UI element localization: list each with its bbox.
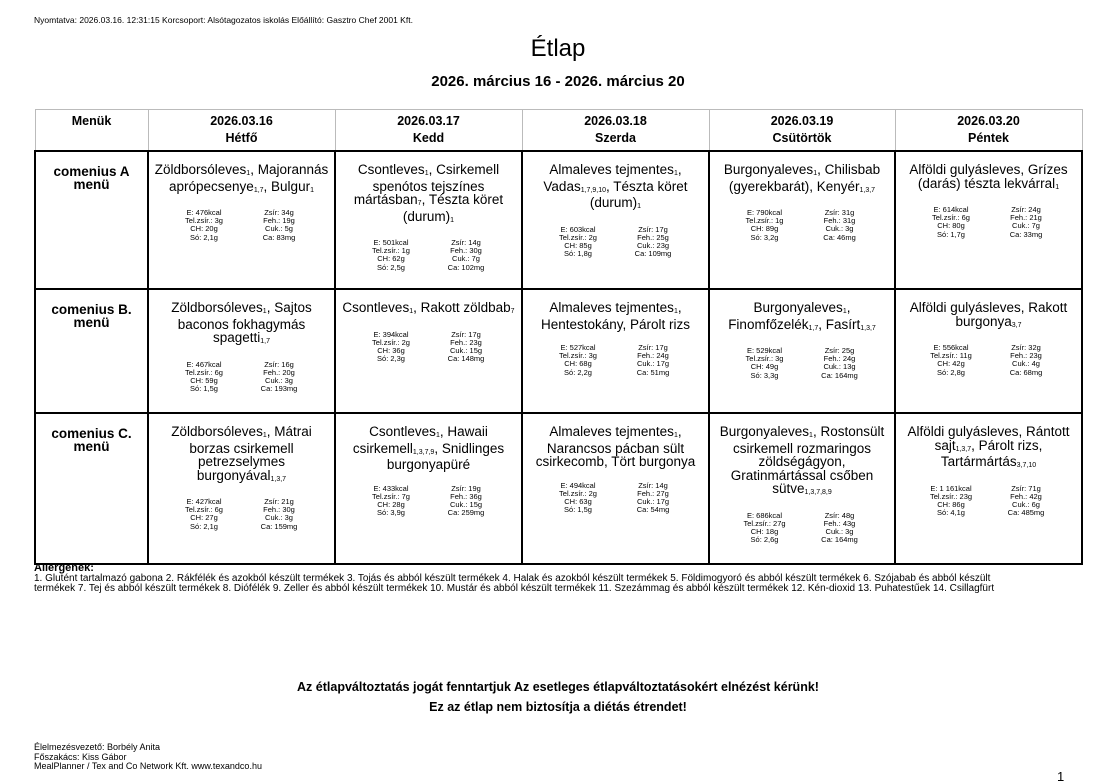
menu-cell — [148, 289, 335, 413]
menu-table — [34, 109, 1083, 565]
day-date: 2026.03.20 — [957, 114, 1020, 128]
day-name: Péntek — [968, 131, 1009, 145]
nutrition-ch: CH: 62g — [377, 254, 405, 264]
nutrition-fat: Zsír: 17g — [638, 343, 668, 352]
allergen-codes: 1,3,7 — [859, 186, 876, 194]
dish-name: , Vadas — [543, 162, 682, 194]
dish-name: Alföldi gulyásleves, Rakott burgonya — [909, 300, 1068, 329]
nutrition-sugar: Cuk.: 15g — [449, 499, 483, 509]
nutrition-sugar: Cuk.: 3g — [825, 526, 854, 536]
allergen-codes: 1,3,7 — [955, 445, 972, 453]
nutrition-ca: Ca: 83mg — [262, 232, 296, 242]
nutrition-e: E: 501kcal — [373, 238, 409, 247]
nutrition-sugar: Cuk.: 17g — [636, 359, 670, 369]
nutrition-fat: Zsír: 34g — [264, 208, 294, 217]
dish-text — [714, 301, 890, 334]
print-info: Nyomtatva: 2026.03.16. 12:31:15 Korcsoport: Alsótagozatos iskolás Előállító: Gasztro Chef 2001 Kft. — [34, 15, 413, 25]
nutrition-sat: Tel.zsír.: 6g — [185, 505, 223, 515]
nutrition-sugar: Cuk.: 13g — [823, 362, 856, 372]
nutrition-info — [541, 226, 691, 259]
nutrition-ca: Ca: 148mg — [447, 354, 485, 364]
nutrition-sugar: Cuk.: 5g — [265, 224, 293, 234]
dish-text — [153, 163, 330, 196]
nutrition-ca: Ca: 54mg — [636, 505, 670, 515]
day-date: 2026.03.19 — [770, 114, 834, 128]
nutrition-ch: CH: 89g — [750, 224, 779, 234]
nutrition-ch: CH: 80g — [937, 221, 965, 231]
nutrition-fat: Zsír: 32g — [1011, 343, 1041, 352]
nutrition-sat: Tel.zsír.: 2g — [372, 337, 410, 347]
dish-text — [527, 301, 704, 331]
dish-text — [153, 425, 330, 485]
nutrition-info — [541, 344, 691, 377]
dish-name: , Rakott zöldbab — [413, 300, 511, 315]
menu-cell — [895, 413, 1082, 564]
allergen-codes: 1 — [673, 170, 678, 177]
nutrition-sugar: Cuk.: 23g — [636, 240, 670, 250]
nutrition-ca: Ca: 109mg — [634, 249, 672, 259]
nutrition-sugar: Cuk.: 4g — [1012, 359, 1040, 369]
allergen-codes: 1,3,7,8,9 — [804, 489, 832, 496]
nutrition-e: E: 529kcal — [746, 346, 783, 355]
nutrition-ca: Ca: 102mg — [447, 262, 485, 272]
dish-name: Burgonyaleves — [719, 424, 810, 439]
day-name: Szerda — [595, 131, 636, 145]
nutrition-fat: Zsír: 14g — [451, 238, 481, 247]
dish-text — [900, 163, 1077, 193]
nutrition-ch: CH: 85g — [564, 240, 592, 250]
footer-chef: Főszakács: Kiss Gábor — [34, 751, 127, 762]
dish-name: , Tészta köret (durum) — [589, 178, 688, 210]
nutrition-prot: Feh.: 19g — [263, 216, 295, 226]
day-name: Csütörtök — [772, 131, 832, 145]
dish-text — [714, 163, 890, 196]
dish-name: Csontleves — [342, 300, 410, 315]
nutrition-ca: Ca: 159mg — [260, 521, 298, 531]
nutrition-fat: Zsír: 17g — [451, 329, 481, 339]
dish-name: Csontleves — [357, 162, 425, 177]
nutrition-ch: CH: 49g — [750, 362, 779, 372]
nutrition-e: E: 603kcal — [560, 224, 596, 234]
dish-text — [527, 425, 704, 469]
dish-text — [900, 425, 1077, 472]
nutrition-sugar: Cuk.: 7g — [452, 254, 480, 264]
day-header — [148, 110, 335, 152]
nutrition-e: E: 527kcal — [560, 343, 596, 352]
nutrition-sugar: Cuk.: 17g — [636, 496, 670, 506]
nutrition-prot: Feh.: 23g — [450, 337, 482, 347]
page-number: 1 — [1057, 769, 1065, 784]
nutrition-salt: Só: 2,6g — [750, 535, 779, 545]
menu-cell — [895, 289, 1082, 413]
nutrition-ch: CH: 27g — [190, 513, 218, 523]
nutrition-sugar: Cuk.: 15g — [449, 345, 483, 355]
notice — [0, 677, 1096, 717]
allergen-codes: 1 — [262, 432, 267, 439]
day-header — [335, 110, 522, 152]
nutrition-info — [167, 498, 317, 531]
day-name: Kedd — [412, 131, 445, 145]
nutrition-sat: Tel.zsír.: 3g — [559, 351, 597, 361]
nutrition-salt: Só: 2,3g — [377, 354, 405, 364]
notice-line-1: Az étlapváltoztatás jogát fenntartjuk Az esetleges étlapváltoztatásokért elnézést kérünk! — [297, 680, 819, 694]
menu-cell — [335, 413, 522, 564]
allergen-codes: 1,3,7 — [860, 324, 876, 332]
nutrition-salt: Só: 1,7g — [937, 229, 965, 239]
dish-name: Zöldborsóleves — [171, 424, 263, 439]
nutrition-ca: Ca: 193mg — [260, 384, 298, 394]
allergens-list: 1. Glutént tartalmazó gabona 2. Rákfélék és azokból készült termékek 3. Tojás és abból készült termékek 4. Halak és azokból készült termékek 5. Földimogyoró és abból készült termékek 6. Szójabab és abból készült termékek 7. Tej és abból készült termékek 8. Diófélék 9. Zeller és abból készült termékek 10. Mustár és abból készült termékek 11. Szezámmag és abból készült termékek 12. Kén-dioxid 13. Puhatestűek 14. Csillagfürt — [34, 572, 995, 594]
day-header — [522, 110, 709, 152]
nutrition-prot: Feh.: 43g — [823, 518, 856, 528]
menu-cell — [522, 289, 709, 413]
dish-name: Alföldi gulyásleves, Grízes (darás) tészta lekvárral — [909, 162, 1068, 191]
nutrition-info — [914, 206, 1064, 239]
nutrition-prot: Feh.: 24g — [823, 354, 856, 364]
corner-header: Menük — [35, 110, 148, 152]
allergen-codes: 1,3,7 — [270, 475, 287, 483]
nutrition-info — [541, 482, 691, 515]
dish-name: , Chilisbab (gyerekbarát), Kenyér — [728, 162, 881, 194]
nutrition-ca: Ca: 51mg — [636, 367, 670, 377]
page-title: Étlap — [530, 35, 586, 62]
dish-name: , Finomfőzelék — [728, 300, 851, 332]
nutrition-salt: Só: 2,1g — [190, 232, 218, 242]
day-name: Hétfő — [225, 131, 258, 145]
menu-cell — [709, 151, 895, 289]
nutrition-ch: CH: 59g — [190, 375, 218, 385]
nutrition-prot: Feh.: 24g — [637, 351, 669, 361]
menu-cell — [148, 413, 335, 564]
dish-name: , Párolt rizs, Tartármártás — [940, 437, 1043, 469]
nutrition-salt: Só: 3,3g — [750, 370, 779, 380]
nutrition-prot: Feh.: 20g — [263, 367, 295, 377]
allergen-codes: 1 — [310, 186, 314, 194]
nutrition-prot: Feh.: 30g — [263, 505, 295, 515]
dish-name: , Rostonsült csirkemell rozmaringos zöldségágyon, Gratinmártással csőben sütve — [730, 424, 885, 496]
nutrition-fat: Zsír: 31g — [824, 208, 855, 217]
dish-name: Zöldborsóleves — [154, 162, 247, 177]
day-header — [895, 110, 1082, 152]
nutrition-salt: Só: 2,8g — [937, 367, 965, 377]
menu-cell — [709, 289, 895, 413]
nutrition-e: E: 1 161kcal — [930, 483, 972, 493]
dish-text — [714, 425, 890, 499]
nutrition-salt: Só: 1,5g — [564, 505, 592, 515]
allergen-codes: 1 — [809, 432, 813, 439]
footer-manager: Élelmezésvezető: Borbély Anita — [34, 742, 161, 752]
allergen-codes: 1 — [673, 308, 678, 315]
menu-cell — [522, 413, 709, 564]
dish-name: Almaleves tejmentes — [549, 162, 674, 177]
nutrition-ca: Ca: 46mg — [823, 232, 856, 242]
day-date: 2026.03.17 — [397, 114, 460, 128]
nutrition-info — [354, 331, 504, 364]
notice-line-2: Ez az étlap nem biztosítja a diétás étrendet! — [429, 700, 687, 714]
nutrition-salt: Só: 1,5g — [190, 384, 218, 394]
dish-name: Alföldi gulyásleves, Rántott sajt — [907, 424, 1070, 453]
dish-name: , Sajtos baconos fokhagymás spagetti — [177, 300, 312, 345]
nutrition-salt: Só: 2,1g — [190, 521, 218, 531]
footer-credit: MealPlanner / Tex and Co Network Kft. www.texandco.hu — [34, 761, 262, 771]
allergen-codes: 7 — [417, 200, 422, 207]
dish-text — [340, 163, 517, 226]
nutrition-fat: Zsír: 16g — [264, 359, 294, 369]
allergen-codes: 1,7,9,10 — [580, 186, 607, 194]
allergen-codes: 7 — [510, 308, 515, 315]
allergen-codes: 1 — [450, 216, 455, 224]
allergen-codes: 1,7 — [253, 186, 264, 194]
dish-name: , Tészta köret (durum) — [402, 192, 504, 224]
nutrition-sat: Tel.zsír.: 1g — [372, 246, 410, 256]
allergen-codes: 1,3,7,9 — [412, 448, 435, 456]
nutrition-info — [727, 512, 877, 545]
nutrition-prot: Feh.: 31g — [823, 216, 856, 226]
nutrition-ch: CH: 20g — [190, 224, 218, 234]
allergen-codes: 1,7 — [808, 324, 819, 332]
nutrition-sugar: Cuk.: 3g — [825, 224, 854, 234]
nutrition-sat: Tel.zsír.: 2g — [559, 488, 597, 498]
nutrition-e: E: 467kcal — [186, 359, 222, 369]
nutrition-e: E: 614kcal — [933, 205, 969, 214]
nutrition-info — [914, 485, 1064, 518]
nutrition-ch: CH: 63g — [564, 496, 592, 506]
nutrition-sugar: Cuk.: 7g — [1012, 221, 1040, 231]
nutrition-e: E: 427kcal — [186, 497, 222, 506]
dish-name: , Hentestokány, Párolt rizs — [540, 300, 691, 332]
nutrition-e: E: 476kcal — [186, 208, 222, 217]
dish-text — [340, 301, 517, 318]
dish-text — [900, 301, 1077, 331]
nutrition-fat: Zsír: 14g — [638, 480, 668, 490]
nutrition-info — [167, 361, 317, 394]
nutrition-fat: Zsír: 48g — [824, 510, 855, 520]
nutrition-ch: CH: 86g — [937, 499, 965, 509]
nutrition-sat: Tel.zsír.: 6g — [185, 367, 223, 377]
menu-cell — [895, 151, 1082, 289]
day-header — [709, 110, 895, 152]
nutrition-ca: Ca: 259mg — [447, 508, 485, 518]
menu-label: comenius B. menü — [35, 289, 148, 413]
dish-name: Csontleves — [369, 424, 436, 439]
dish-text — [527, 163, 704, 213]
nutrition-ch: CH: 42g — [937, 359, 965, 369]
dish-name: Burgonyaleves — [723, 162, 814, 177]
menu-cell — [335, 289, 522, 413]
nutrition-ca: Ca: 485mg — [1007, 508, 1045, 518]
dish-text — [340, 425, 517, 472]
nutrition-info — [914, 344, 1064, 377]
date-range: 2026. március 16 - 2026. március 20 — [431, 73, 685, 90]
allergen-codes: 1 — [424, 170, 429, 177]
nutrition-info — [727, 209, 877, 242]
footer — [34, 743, 262, 772]
allergens-heading: Allergének: — [34, 562, 94, 574]
nutrition-sat: Tel.zsír.: 1g — [745, 216, 784, 226]
dish-name: , Narancsos pácban sült csirkecomb, Tört burgonya — [535, 424, 696, 469]
nutrition-fat: Zsír: 21g — [264, 497, 294, 506]
nutrition-info — [167, 209, 317, 242]
nutrition-ch: CH: 28g — [377, 499, 405, 509]
nutrition-info — [354, 239, 504, 272]
nutrition-ch: CH: 18g — [750, 526, 779, 536]
nutrition-prot: Feh.: 30g — [450, 246, 482, 256]
nutrition-sugar: Cuk.: 3g — [265, 513, 293, 523]
nutrition-ch: CH: 36g — [377, 345, 405, 355]
menu-label: comenius C. menü — [35, 413, 148, 564]
nutrition-sat: Tel.zsír.: 6g — [932, 213, 970, 223]
menu-body — [35, 151, 1082, 564]
nutrition-sat: Tel.zsír.: 27g — [743, 518, 786, 528]
nutrition-fat: Zsír: 24g — [1011, 205, 1041, 214]
dish-name: Almaleves tejmentes — [549, 424, 674, 439]
nutrition-prot: Feh.: 23g — [1010, 351, 1042, 361]
nutrition-prot: Feh.: 25g — [637, 232, 669, 242]
dish-name: , Snidlinges burgonyapüré — [386, 440, 505, 472]
nutrition-info — [354, 485, 504, 518]
menu-cell — [148, 151, 335, 289]
nutrition-sat: Tel.zsír.: 11g — [930, 351, 972, 361]
allergen-codes: 1 — [409, 308, 414, 315]
menu-cell — [522, 151, 709, 289]
allergen-codes: 1,7 — [260, 338, 271, 345]
nutrition-e: E: 556kcal — [933, 343, 969, 352]
allergen-codes: 1 — [842, 308, 847, 315]
dish-name: , Hawaii csirkemell — [352, 424, 488, 456]
dish-name: Almaleves tejmentes — [549, 300, 674, 315]
nutrition-prot: Feh.: 21g — [1010, 213, 1042, 223]
nutrition-sat: Tel.zsír.: 2g — [559, 232, 597, 242]
dish-name: , Fasírt — [818, 316, 861, 332]
dish-text — [153, 301, 330, 348]
nutrition-ca: Ca: 164mg — [821, 535, 858, 545]
nutrition-prot: Feh.: 42g — [1010, 491, 1042, 501]
nutrition-sugar: Cuk.: 6g — [1012, 499, 1040, 509]
nutrition-salt: Só: 2,2g — [564, 367, 592, 377]
nutrition-sat: Tel.zsír.: 7g — [372, 491, 410, 501]
dish-name: , Majorannás aprópecsenye — [169, 162, 329, 194]
nutrition-salt: Só: 3,2g — [750, 232, 779, 242]
nutrition-fat: Zsír: 17g — [638, 224, 668, 234]
dish-name: , Mátrai borzas csirkemell petrezselymes burgonyával — [189, 424, 312, 483]
allergen-codes: 3,7 — [1011, 321, 1022, 329]
allergens-section — [34, 563, 1034, 595]
nutrition-e: E: 433kcal — [373, 483, 409, 493]
nutrition-ca: Ca: 68mg — [1009, 367, 1043, 377]
nutrition-sat: Tel.zsír.: 3g — [185, 216, 223, 226]
nutrition-fat: Zsír: 19g — [451, 483, 481, 493]
nutrition-fat: Zsír: 71g — [1011, 483, 1041, 493]
nutrition-prot: Feh.: 36g — [450, 491, 482, 501]
day-date: 2026.03.16 — [210, 114, 273, 128]
nutrition-e: E: 494kcal — [560, 480, 596, 490]
allergen-codes: 1 — [1055, 183, 1060, 191]
dish-name: Burgonyaleves — [753, 300, 843, 315]
nutrition-salt: Só: 3,9g — [377, 508, 405, 518]
menu-label: comenius A menü — [35, 151, 148, 289]
dish-name: Zöldborsóleves — [171, 300, 263, 315]
allergen-codes: 1 — [435, 432, 440, 439]
nutrition-ca: Ca: 164mg — [821, 370, 858, 380]
nutrition-sat: Tel.zsír.: 3g — [745, 354, 784, 364]
dish-name: , Bulgur — [263, 178, 311, 194]
nutrition-sat: Tel.zsír.: 23g — [929, 491, 973, 501]
nutrition-sugar: Cuk.: 3g — [265, 375, 293, 385]
menu-cell — [335, 151, 522, 289]
nutrition-e: E: 686kcal — [746, 510, 783, 520]
nutrition-ch: CH: 68g — [564, 359, 592, 369]
nutrition-e: E: 790kcal — [746, 208, 783, 217]
allergen-codes: 1 — [673, 432, 678, 439]
menu-row — [35, 289, 1082, 413]
nutrition-fat: Zsír: 25g — [824, 346, 855, 355]
nutrition-salt: Só: 4,1g — [937, 508, 965, 518]
allergen-codes: 1 — [262, 308, 267, 315]
menu-row — [35, 413, 1082, 564]
menu-row — [35, 151, 1082, 289]
allergen-codes: 3,7,10 — [1016, 462, 1037, 469]
nutrition-salt: Só: 2,5g — [377, 262, 405, 272]
header-row — [35, 110, 1082, 152]
allergen-codes: 1 — [813, 170, 818, 177]
allergen-codes: 1 — [246, 170, 251, 177]
nutrition-info — [727, 347, 877, 380]
nutrition-prot: Feh.: 27g — [637, 488, 669, 498]
allergen-codes: 1 — [637, 203, 642, 210]
dish-name: , Csirkemell spenótos tejszínes mártásban — [353, 162, 500, 207]
menu-cell — [709, 413, 895, 564]
nutrition-e: E: 394kcal — [373, 329, 409, 339]
nutrition-salt: Só: 1,8g — [564, 249, 592, 259]
nutrition-ca: Ca: 33mg — [1009, 229, 1043, 239]
day-date: 2026.03.18 — [584, 114, 647, 128]
